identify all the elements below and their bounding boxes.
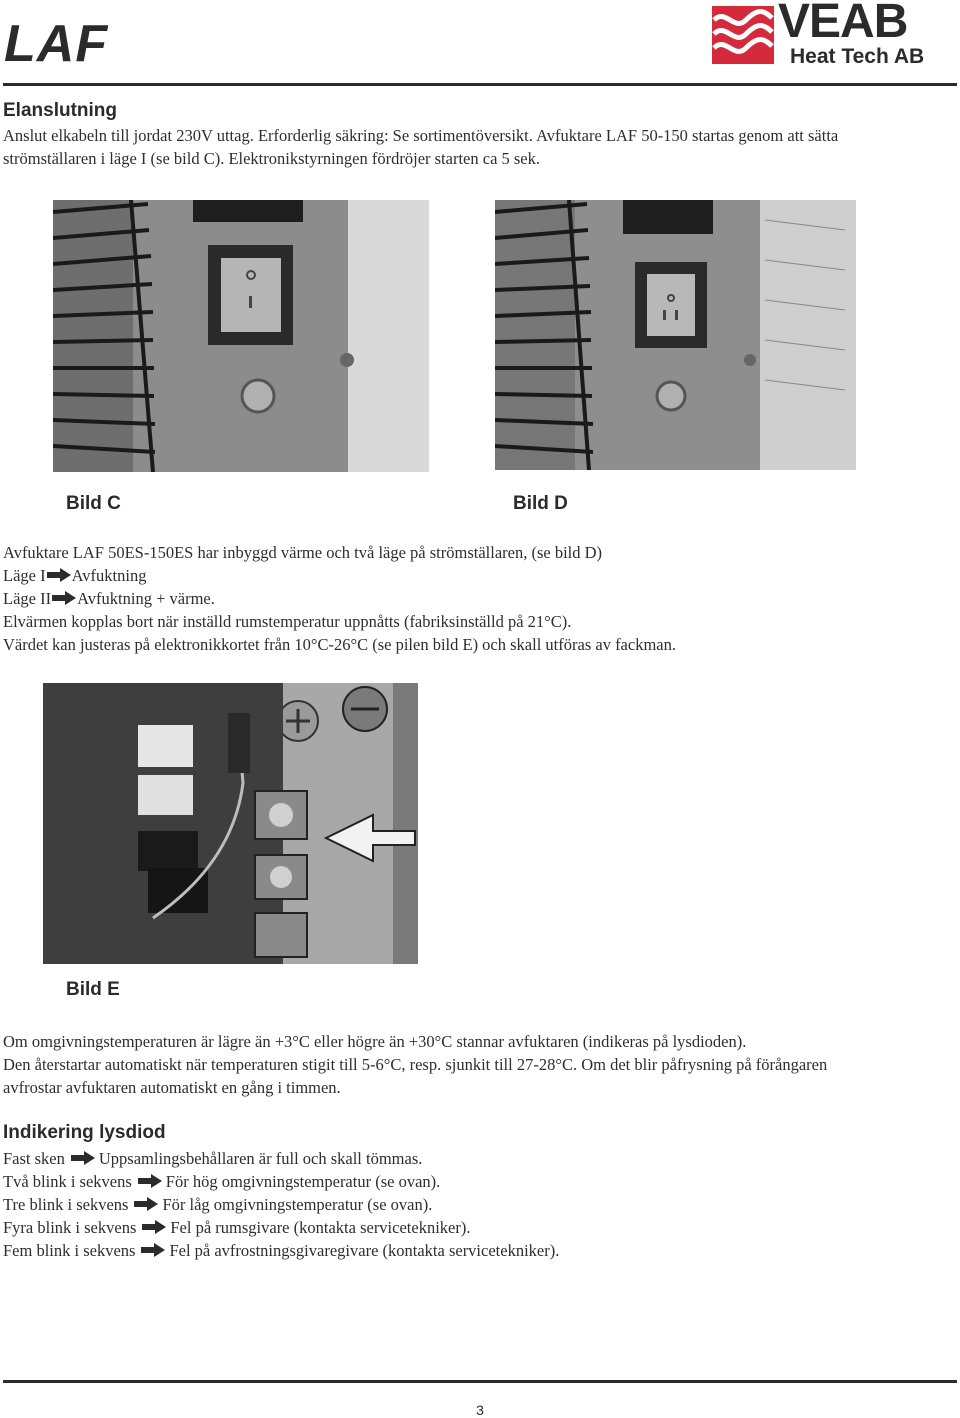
signal-label: Fem blink i sekvens: [3, 1241, 136, 1260]
arrow-right-icon: [141, 1243, 165, 1257]
list-item: [3, 1170, 943, 1193]
list-item: [3, 1147, 943, 1170]
footer-rule: [3, 1380, 957, 1383]
arrow-right-icon: [138, 1174, 162, 1188]
list-item: [3, 1239, 943, 1262]
paragraph-temperatur: [3, 1030, 943, 1099]
signal-meaning: Fel på avfrostningsgivaregivare (kontakta servicetekniker).: [169, 1241, 560, 1260]
text-line: strömställaren i läge I (se bild C). Elektronikstyrningen fördröjer starten ca 5 sek.: [3, 149, 541, 168]
logo-subtitle: Heat Tech AB: [790, 45, 925, 68]
arrow-right-icon: [52, 591, 76, 605]
signal-meaning: Fel på rumsgivare (kontakta servicetekniker).: [170, 1218, 471, 1237]
mode-line-2: [3, 587, 943, 610]
text-line: Den återstartar automatiskt när temperaturen stigit till 5-6°C, resp. sjunkit till 27-28°C. Om det blir påfrysning på förångaren: [3, 1055, 828, 1074]
mode-label: Läge II: [3, 589, 52, 608]
page-number: 3: [476, 1402, 484, 1418]
signal-label: Tre blink i sekvens: [3, 1195, 129, 1214]
arrow-right-icon: [71, 1151, 95, 1165]
signal-label: Fyra blink i sekvens: [3, 1218, 137, 1237]
veab-wave-icon: [712, 6, 774, 66]
signal-meaning: Uppsamlingsbehållaren är full och skall tömmas.: [98, 1149, 423, 1168]
header-rule: [3, 83, 957, 86]
photo-bild-e: [43, 683, 418, 964]
photo-bild-d: [495, 200, 856, 470]
text-line: Elvärmen kopplas bort när inställd rumstemperatur uppnåtts (fabriksinställd på 21°C).: [3, 612, 572, 631]
list-item: [3, 1193, 943, 1216]
indication-list: [3, 1147, 943, 1262]
document-title: LAF: [4, 15, 109, 73]
signal-meaning: För hög omgivningstemperatur (se ovan).: [165, 1172, 441, 1191]
caption-bild-d: Bild D: [513, 493, 568, 514]
arrow-right-icon: [134, 1197, 158, 1211]
logo-brand-text: VEAB: [778, 0, 908, 48]
mode-line-1: [3, 564, 943, 587]
arrow-right-icon: [47, 568, 71, 582]
paragraph-elanslutning: [3, 124, 943, 170]
text-line: Avfuktare LAF 50ES-150ES har inbyggd värme och två läge på strömställaren, (se bild D): [3, 543, 603, 562]
signal-meaning: För låg omgivningstemperatur (se ovan).: [162, 1195, 433, 1214]
veab-logo: [712, 0, 942, 68]
text-line: avfrostar avfuktaren automatiskt en gång i timmen.: [3, 1078, 341, 1097]
caption-bild-c: Bild C: [66, 493, 121, 514]
section-heading-indikering: Indikering lysdiod: [3, 1122, 166, 1143]
text-line: Värdet kan justeras på elektronikkortet från 10°C-26°C (se pilen bild E) och skall utföras av fackman.: [3, 635, 676, 654]
caption-bild-e: Bild E: [66, 979, 120, 1000]
mode-label: Läge I: [3, 566, 46, 585]
text-line: Om omgivningstemperaturen är lägre än +3°C eller högre än +30°C stannar avfuktaren (indikeras på lysdioden).: [3, 1032, 747, 1051]
signal-label: Fast sken: [3, 1149, 65, 1168]
list-item: [3, 1216, 943, 1239]
arrow-right-icon: [142, 1220, 166, 1234]
mode-value: Avfuktning + värme.: [77, 589, 215, 608]
section-heading-elanslutning: Elanslutning: [3, 100, 117, 121]
signal-label: Två blink i sekvens: [3, 1172, 132, 1191]
text-line: Anslut elkabeln till jordat 230V uttag. Erforderlig säkring: Se sortimentöversikt. Avfuktare LAF 50-150 startas genom att sätta: [3, 126, 839, 145]
paragraph-lagen: [3, 541, 943, 656]
mode-value: Avfuktning: [71, 566, 147, 585]
photo-bild-c: [53, 200, 429, 472]
